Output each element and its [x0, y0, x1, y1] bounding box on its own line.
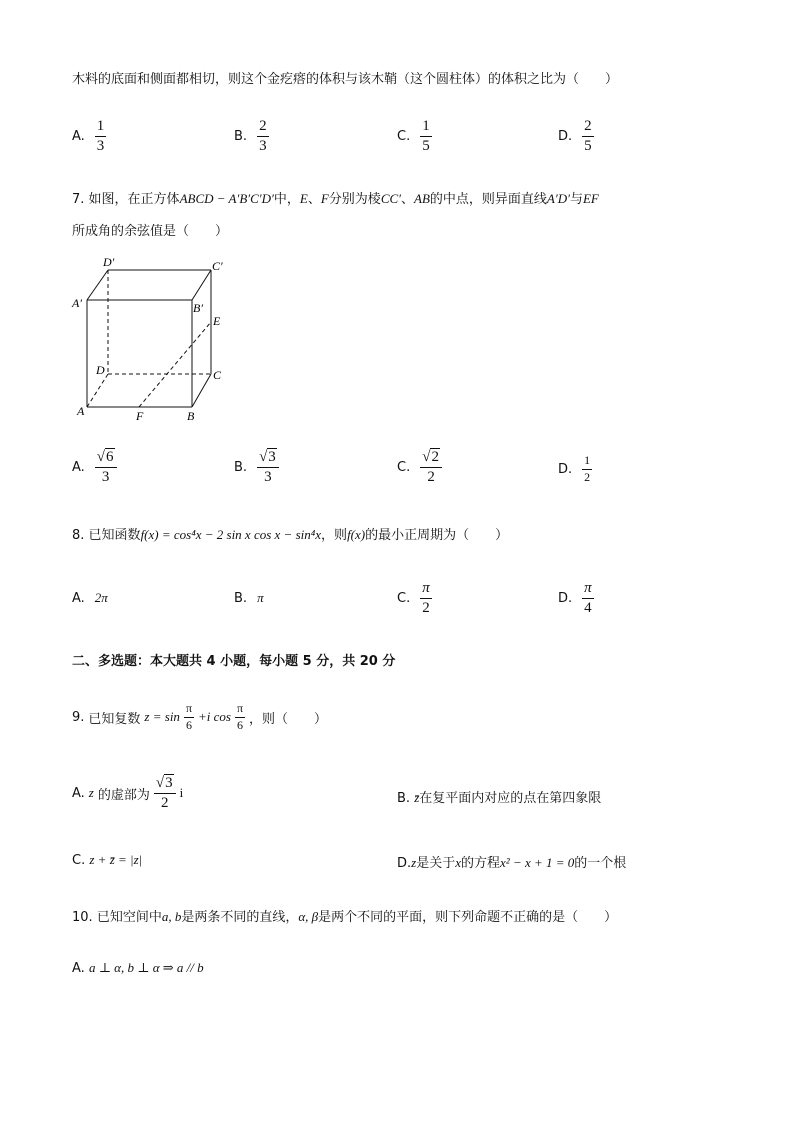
fraction: $\frac{\pi}{4}$ — [584, 580, 592, 617]
fraction: √ 2 2 — [420, 448, 442, 487]
q8-stem: 8. 已知函数f(x) = cos⁴x − 2 sin x cos x − sin⁴x，则f(x)的最小正周期为（ ） — [72, 527, 509, 543]
fraction: $\frac{1}{5}$ — [422, 118, 430, 155]
q7-option-c: C. √ 2 2 — [397, 448, 442, 487]
q9-option-a: A. z 的虚部为 √ 3 2 i — [72, 775, 184, 812]
fraction: $\frac{1}{3}$ — [96, 118, 105, 155]
q7-stem-line2: 所成角的余弦值是（ ） — [72, 224, 229, 239]
q6-option-a: A. $\frac{1}{3}$ — [72, 118, 105, 155]
fraction: √ 3 3 — [257, 448, 279, 487]
q7-stem-line1: 7. 如图，在正方体ABCD − A′B′C′D′中，E、F分别为棱CC′、AB的中点，则异面直线A′D′与EF — [72, 191, 599, 207]
fraction: $\frac{1}{2}$ — [584, 453, 591, 484]
label-c1: C′ — [212, 259, 223, 273]
q10-option-a: A. a ⊥ α, b ⊥ α ⇒ a // b — [72, 960, 204, 976]
fraction: $\frac{\pi}{6}$ — [236, 701, 244, 732]
fraction: $\frac{\pi}{2}$ — [422, 580, 430, 617]
label-f: F — [136, 409, 144, 423]
q8-option-c: C. $\frac{\pi}{2}$ — [397, 580, 430, 617]
section-heading: 二、多选题：本大题共 4 小题，每小题 5 分，共 20 分 — [72, 654, 396, 669]
fraction: √ 6 3 — [95, 448, 117, 487]
q8-option-b: B. π — [234, 590, 264, 606]
label-d: D — [96, 363, 105, 377]
q6-option-d: D. $\frac{2}{5}$ — [558, 118, 592, 155]
q7-option-a: A. √ 6 3 — [72, 448, 117, 487]
q6-option-c: C. $\frac{1}{5}$ — [397, 118, 430, 155]
label-a1: A′ — [72, 296, 82, 310]
q7-option-d: D. $\frac{1}{2}$ — [558, 453, 591, 484]
label-a: A — [77, 404, 85, 418]
fraction: $\frac{2}{3}$ — [259, 118, 267, 155]
q8-option-a: A. 2π — [72, 590, 108, 606]
label-b1: B′ — [193, 301, 203, 315]
q9-option-c: C. z + z̄ = |z| — [72, 852, 143, 868]
q9-stem: 9. 已知复数 z = sin $\frac{\pi}{6}$ +i cos $\frac{\pi}{6}$ ，则（ ） — [72, 701, 328, 732]
label-c: C — [213, 368, 222, 382]
q8-option-d: D. $\frac{\pi}{4}$ — [558, 580, 592, 617]
q6-text: 木料的底面和侧面都相切，则这个金疙瘩的体积与该木鞘（这个圆柱体）的体积之比为（ ） — [72, 72, 619, 87]
fraction: $\frac{2}{5}$ — [584, 118, 592, 155]
cube-figure — [70, 252, 240, 427]
q9-option-d: D.z是关于x的方程x² − x + 1 = 0的一个根 — [397, 855, 627, 871]
label-e: E — [213, 314, 221, 328]
q9-option-b: B. z̄在复平面内对应的点在第四象限 — [397, 790, 602, 806]
q7-option-b: B. √ 3 3 — [234, 448, 279, 487]
label-d1: D′ — [103, 255, 115, 269]
q10-stem: 10. 已知空间中a, b是两条不同的直线，α, β是两个不同的平面，则下列命题不正确的是（ ） — [72, 909, 618, 925]
label-b: B — [187, 409, 195, 423]
q6-option-b: B. $\frac{2}{3}$ — [234, 118, 267, 155]
fraction: $\frac{\pi}{6}$ — [185, 701, 192, 732]
fraction: √ 3 2 — [154, 774, 176, 813]
